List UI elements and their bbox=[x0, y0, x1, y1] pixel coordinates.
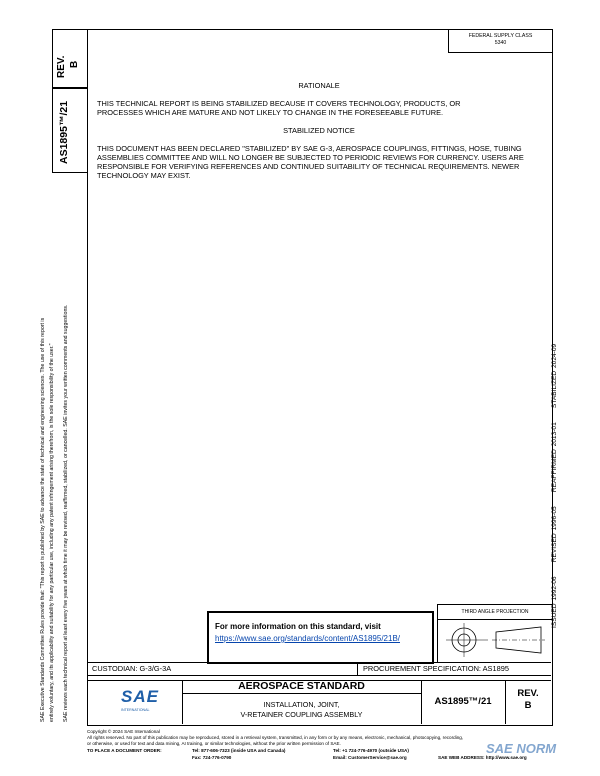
federal-supply-class-value: 5340 bbox=[494, 40, 507, 46]
left-rev-value: B bbox=[69, 60, 80, 68]
projection-label: THIRD ANGLE PROJECTION bbox=[461, 609, 529, 615]
sae-logo bbox=[87, 680, 182, 724]
title-block-rev-value: B bbox=[524, 700, 532, 711]
custodian-label: CUSTODIAN: G-3/G-3A bbox=[92, 664, 172, 673]
procurement-label: PROCUREMENT SPECIFICATION: AS1895 bbox=[363, 664, 509, 673]
watermark-text: SAE NORM bbox=[486, 741, 557, 756]
document-title-line2: V-RETAINER COUPLING ASSEMBLY bbox=[240, 710, 363, 719]
left-rev-label: REV. bbox=[56, 55, 67, 78]
info-box-link[interactable]: https://www.sae.org/standards/content/AS1895/21B/ bbox=[215, 634, 400, 643]
federal-supply-class-box bbox=[448, 29, 552, 53]
title-block-doc-number: AS1895™/21 bbox=[434, 696, 492, 707]
federal-supply-class-label: FEDERAL SUPPLY CLASS bbox=[468, 33, 533, 39]
stabilized-notice-text: THIS DOCUMENT HAS BEEN DECLARED "STABILIZED" BY SAE G-3, AEROSPACE COUPLINGS, FITTINGS, HOSE, TUBING ASSEMBLIES COMMITTEE AND WILL NO LONGER BE SUBJECTED TO PERIODIC REVIEWS FOR CURRENCY. USERS ARE RESPONSIBLE FOR VERIFYING REFERENCES AND CONTINUED SUITABILITY OF TECHNICAL REQUIREMENTS. NEWER TECHNOLOGY MAY EXIST. bbox=[97, 144, 524, 180]
rationale-text: THIS TECHNICAL REPORT IS BEING STABILIZED BECAUSE IT COVERS TECHNOLOGY, PRODUCTS, OR PROCESSES WHICH ARE MATURE AND NOT LIKELY TO CHANGE IN THE FORESEEABLE FUTURE. bbox=[97, 99, 461, 117]
info-box bbox=[207, 611, 434, 664]
footer-rights-line2: or otherwise, or used for text and data mining, AI training, or similar technologies, without the prior written permission of SAE. bbox=[87, 741, 341, 746]
left-notice-line2: entirely voluntary, and its applicability and suitability for any particular use, including any patent infringement arising therefrom, is the sole responsibility of the user." bbox=[49, 343, 55, 722]
footer-copyright: Copyright © 2024 SAE International bbox=[87, 729, 160, 734]
title-block-line-2 bbox=[87, 675, 551, 676]
footer-fax: Fax: 724-776-0790 bbox=[192, 755, 232, 760]
left-doc-number: AS1895™/21 bbox=[58, 100, 70, 164]
footer-email: Email: CustomerService@sae.org bbox=[333, 755, 407, 760]
stabilized-notice-heading: STABILIZED NOTICE bbox=[283, 126, 355, 135]
document-title-line1: INSTALLATION, JOINT, bbox=[263, 700, 340, 709]
left-notice-line3: SAE reviews each technical report at least every five years at which time it may be revised, reaffirmed, stabilized, or cancelled. SAE invites your written comments and suggestions. bbox=[63, 304, 69, 722]
info-box-title: For more information on this standard, visit bbox=[215, 622, 381, 631]
standard-type: AEROSPACE STANDARD bbox=[238, 680, 365, 692]
standard-type-underline bbox=[182, 693, 421, 694]
footer-order-label: TO PLACE A DOCUMENT ORDER: bbox=[87, 748, 162, 753]
footer-tel-intl: Tel: +1 724-776-4970 (outside USA) bbox=[333, 748, 409, 753]
left-box-divider bbox=[52, 87, 87, 88]
custodian-divider bbox=[357, 662, 358, 675]
title-block-rev-label: REV. bbox=[517, 688, 539, 699]
title-block-top-line bbox=[87, 662, 551, 663]
left-notice-line1: SAE Executive Standards Committee Rules provide that: "This report is published by SAE to advance the state of technical and engineering sciences. The use of this report is bbox=[40, 317, 46, 722]
footer-rights-line1: All rights reserved. No part of this publication may be reproduced, stored in a retrieval system, transmitted, in any form or by any means, electronic, mechanical, photocopying, recording, bbox=[87, 735, 464, 740]
footer-web: SAE WEB ADDRESS: http://www.sae.org bbox=[438, 755, 527, 760]
side-dates: ISSUED 1992-06 REVISED 1996-05 REAFFIRMED 2013-01 STABILIZED 2024-09 bbox=[551, 343, 558, 628]
footer-tel-us: Tel: 877-606-7323 (inside USA and Canada) bbox=[192, 748, 286, 753]
sae-norm-watermark bbox=[486, 740, 556, 758]
sae-logo-mark: SAE bbox=[121, 687, 159, 706]
sae-logo-subtext: INTERNATIONAL bbox=[121, 708, 150, 712]
rationale-heading: RATIONALE bbox=[298, 81, 340, 90]
third-angle-projection-icon bbox=[438, 619, 550, 662]
